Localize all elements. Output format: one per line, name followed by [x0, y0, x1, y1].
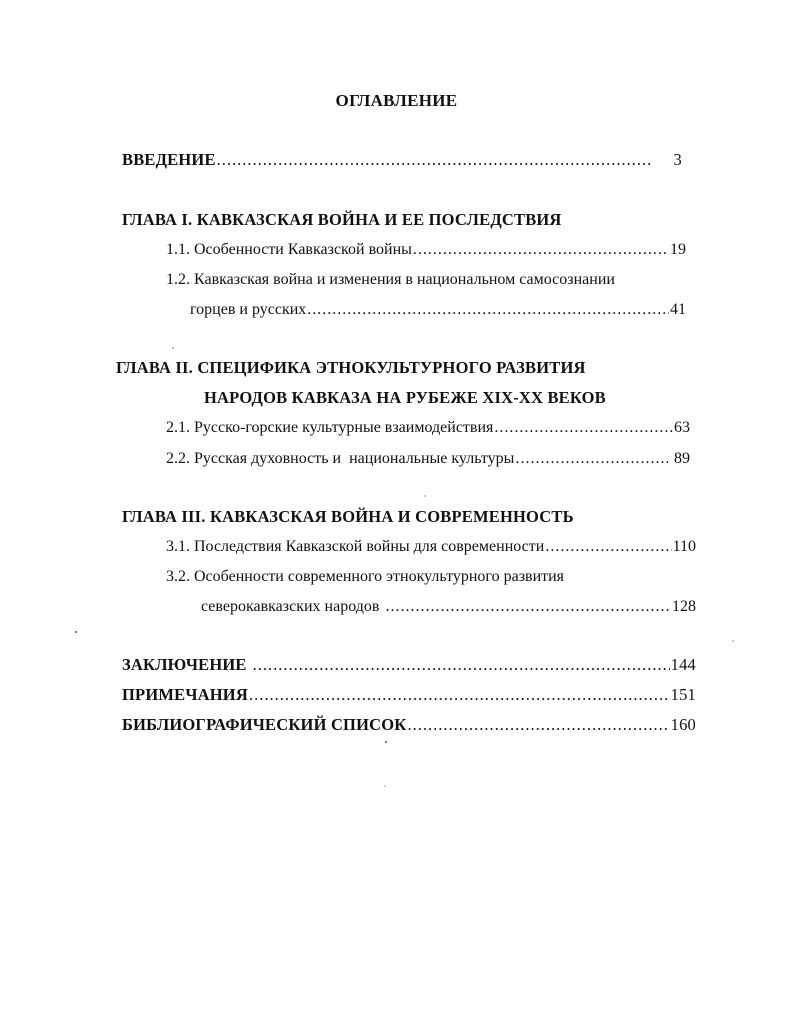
toc-entry-label: ПРИМЕЧАНИЯ [122, 685, 248, 704]
scan-speck [172, 347, 174, 349]
toc-entry-page: 63 [674, 419, 690, 436]
toc-entry-conclusion [122, 655, 696, 675]
toc-entry-page: 110 [672, 538, 696, 555]
toc-entry-label: ВВЕДЕНИЕ [122, 150, 216, 169]
toc-entry-1-2-line1: 1.2. Кавказская война и изменения в национальном самосознании [166, 271, 615, 288]
dot-leader [545, 537, 671, 557]
toc-entry-3-2-line1: 3.2. Особенности современного этнокультурного развития [166, 568, 565, 585]
chapter-heading-2-line2: НАРОДОВ КАВКАЗА НА РУБЕЖЕ XIX-XX ВЕКОВ [204, 388, 606, 407]
toc-entry-label: 2.2. Русская духовность и национальные культуры [166, 450, 515, 467]
chapter-heading-1: ГЛАВА I. КАВКАЗСКАЯ ВОЙНА И ЕЕ ПОСЛЕДСТВИЯ [122, 210, 562, 229]
toc-entry-page: 3 [673, 150, 682, 169]
dot-leader [407, 715, 669, 735]
toc-entry-3-1 [166, 537, 696, 557]
scan-speck [732, 640, 734, 642]
toc-entry-page: 151 [670, 685, 696, 704]
toc-entry-label: 1.1. Особенности Кавказской войны [166, 241, 412, 258]
toc-entry-label: 2.1. Русско-горские культурные взаимодействия [166, 419, 494, 436]
scan-speck [384, 785, 386, 787]
dot-leader [515, 449, 668, 469]
dot-leader [494, 418, 673, 438]
dot-leader [217, 150, 652, 170]
toc-entry-bibliography [122, 715, 696, 735]
chapter-heading-2-line1: ГЛАВА II. СПЕЦИФИКА ЭТНОКУЛЬТУРНОГО РАЗВИТИЯ [116, 358, 586, 377]
toc-entry-label: горцев и русских [190, 301, 307, 318]
toc-entry-intro [122, 150, 682, 170]
chapter-heading-3: ГЛАВА III. КАВКАЗСКАЯ ВОЙНА И СОВРЕМЕННОСТЬ [122, 507, 574, 526]
dot-leader [307, 300, 669, 320]
toc-entry-label: ЗАКЛЮЧЕНИЕ [122, 655, 247, 674]
toc-entry-3-2 [201, 597, 696, 617]
toc-entry-2-2 [166, 449, 690, 469]
toc-entry-label: БИБЛИОГРАФИЧЕСКИЙ СПИСОК [122, 715, 407, 734]
toc-entry-1-1 [166, 240, 686, 260]
toc-entry-1-2 [190, 300, 686, 320]
scan-speck [385, 741, 387, 743]
toc-entry-page: 144 [670, 655, 696, 674]
dot-leader [249, 685, 670, 705]
dot-leader [385, 597, 671, 617]
toc-entry-label: 3.1. Последствия Кавказской войны для современности [166, 538, 545, 555]
toc-title: ОГЛАВЛЕНИЕ [335, 91, 458, 110]
toc-entry-page: 128 [672, 598, 696, 615]
toc-entry-2-1 [166, 418, 690, 438]
scan-speck [75, 631, 77, 633]
toc-entry-label: северокавказских народов [201, 598, 380, 615]
dot-leader [413, 240, 669, 260]
toc-entry-page: 89 [674, 450, 690, 467]
dot-leader [253, 655, 670, 675]
toc-entry-page: 160 [670, 715, 696, 734]
scan-speck [424, 495, 426, 497]
toc-entry-notes [122, 685, 696, 705]
toc-entry-page: 19 [670, 241, 686, 258]
toc-entry-page: 41 [670, 301, 686, 318]
